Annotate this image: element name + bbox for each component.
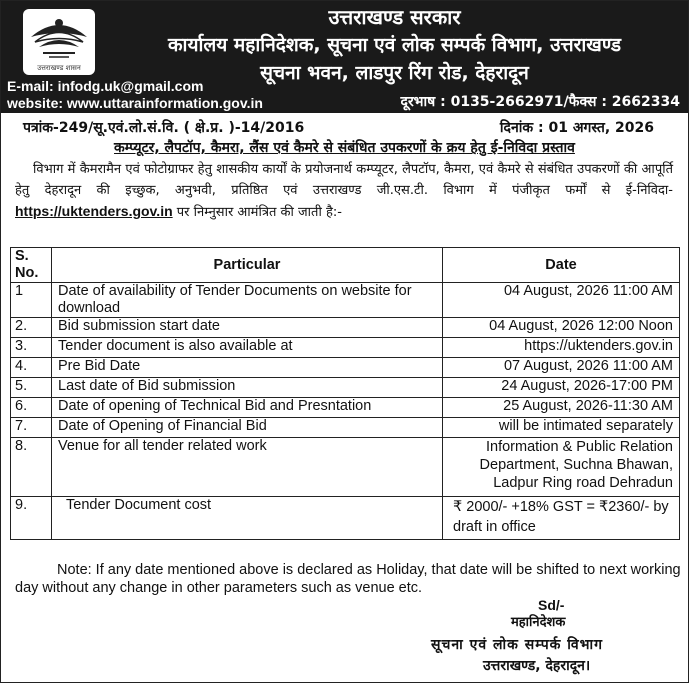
- letter-number: पत्रांक-249/सू.एवं.लो.सं.वि. ( क्षे.प्र. )-14/2016: [23, 120, 305, 136]
- holiday-note: Note: If any date mentioned above is declared as Holiday, that date will be shifted to next working day without any change in other parameters such as venue etc.: [15, 562, 681, 596]
- row-date: 04 August, 2026 11:00 AM: [443, 283, 680, 318]
- row-particular: Date of availability of Tender Documents on website for download: [52, 283, 443, 318]
- table-row: [11, 398, 680, 418]
- table-row: [11, 358, 680, 378]
- email-text: E-mail: infodg.uk@gmail.com: [7, 78, 204, 94]
- govt-title: उत्तराखण्ड सरकार: [328, 5, 461, 29]
- header-banner: [1, 1, 688, 113]
- row-sno: 4.: [11, 358, 52, 378]
- website-text: website: www.uttarainformation.gov.in: [7, 95, 263, 111]
- row-cost: ₹ 2000/- +18% GST = ₹2360/- by draft in office: [443, 497, 680, 540]
- row-sno: 7.: [11, 418, 52, 438]
- tender-schedule-table: [10, 247, 680, 540]
- intro-paragraph: [15, 159, 673, 223]
- header-date: Date: [443, 248, 680, 283]
- row-particular: Pre Bid Date: [52, 358, 443, 378]
- row-particular: Last date of Bid submission: [52, 378, 443, 398]
- signatory-title: महानिदेशक: [511, 615, 566, 630]
- office-address: सूचना भवन, लाडपुर रिंग रोड, देहरादून: [260, 62, 529, 84]
- table-row: [11, 283, 680, 318]
- row-particular: Bid submission start date: [52, 318, 443, 338]
- row-particular: Venue for all tender related work: [52, 438, 443, 497]
- row-sno: 5.: [11, 378, 52, 398]
- table-row: [11, 497, 680, 540]
- subject-line: कम्प्यूटर, लैपटॉप, कैमरा, लैंस एवं कैमरे से संबंधित उपकरणों के क्रय हेतु ई-निविदा प्रस्ताव: [114, 140, 575, 156]
- tender-portal-link[interactable]: https://uktenders.gov.in: [15, 203, 173, 219]
- row-date-link[interactable]: https://uktenders.gov.in: [443, 338, 680, 358]
- row-particular: Tender document is also available at: [52, 338, 443, 358]
- emblem-icon: [23, 9, 95, 65]
- table-header-row: [11, 248, 680, 283]
- row-date: 25 August, 2026-11:30 AM: [443, 398, 680, 418]
- table-row: [11, 338, 680, 358]
- row-date: will be intimated separately: [443, 418, 680, 438]
- row-date: 07 August, 2026 11:00 AM: [443, 358, 680, 378]
- row-date: 04 August, 2026 12:00 Noon: [443, 318, 680, 338]
- letter-date: दिनांक : 01 अगस्त, 2026: [499, 120, 654, 136]
- row-sno: 2.: [11, 318, 52, 338]
- office-title: कार्यालय महानिदेशक, सूचना एवं लोक सम्पर्क विभाग, उत्तराखण्ड: [167, 34, 622, 56]
- table-row: [11, 438, 680, 497]
- table-row: [11, 318, 680, 338]
- phone-fax-text: दूरभाष : 0135-2662971/फैक्स : 2662334: [400, 94, 680, 110]
- header-sno: S. No.: [11, 248, 52, 283]
- intro-text-end: पर निम्नुसार आमंत्रित की जाती है:-: [172, 205, 342, 220]
- row-sno: 9.: [11, 497, 52, 540]
- row-venue: Information & Public Relation Department, Suchna Bhawan, Ladpur Ring road Dehradun: [443, 438, 680, 497]
- row-sno: 3.: [11, 338, 52, 358]
- signature-sd: Sd/-: [538, 597, 565, 613]
- signatory-department: सूचना एवं लोक सम्पर्क विभाग: [431, 637, 604, 653]
- table-row: [11, 378, 680, 398]
- signatory-place: उत्तराखण्ड, देहरादून।: [483, 658, 591, 674]
- header-particular: Particular: [52, 248, 443, 283]
- logo-caption: उत्तराखण्ड शासन: [37, 64, 81, 72]
- row-date: 24 August, 2026-17:00 PM: [443, 378, 680, 398]
- row-particular: Date of opening of Technical Bid and Presntation: [52, 398, 443, 418]
- uttarakhand-emblem-logo: [23, 9, 95, 75]
- intro-text: विभाग में कैमरामैन एवं फोटोग्राफर हेतु शासकीय कार्यों के प्रयोजनार्थ कम्प्यूटर, लैपटॉप, कैमरा, एवं कैमरे से संबंधित उपकरणों की आपूर्ति हेतु देहरादून की इच्छुक, अनुभवी, प्रतिष्ठित एवं उत्तराखण्ड जी.एस.टी. विभाग में पंजीकृत फर्मों से ई-निविदा-: [15, 162, 673, 198]
- row-particular: Tender Document cost: [52, 497, 443, 540]
- table-row: [11, 418, 680, 438]
- row-sno: 1: [11, 283, 52, 318]
- row-sno: 6.: [11, 398, 52, 418]
- row-particular: Date of Opening of Financial Bid: [52, 418, 443, 438]
- row-sno: 8.: [11, 438, 52, 497]
